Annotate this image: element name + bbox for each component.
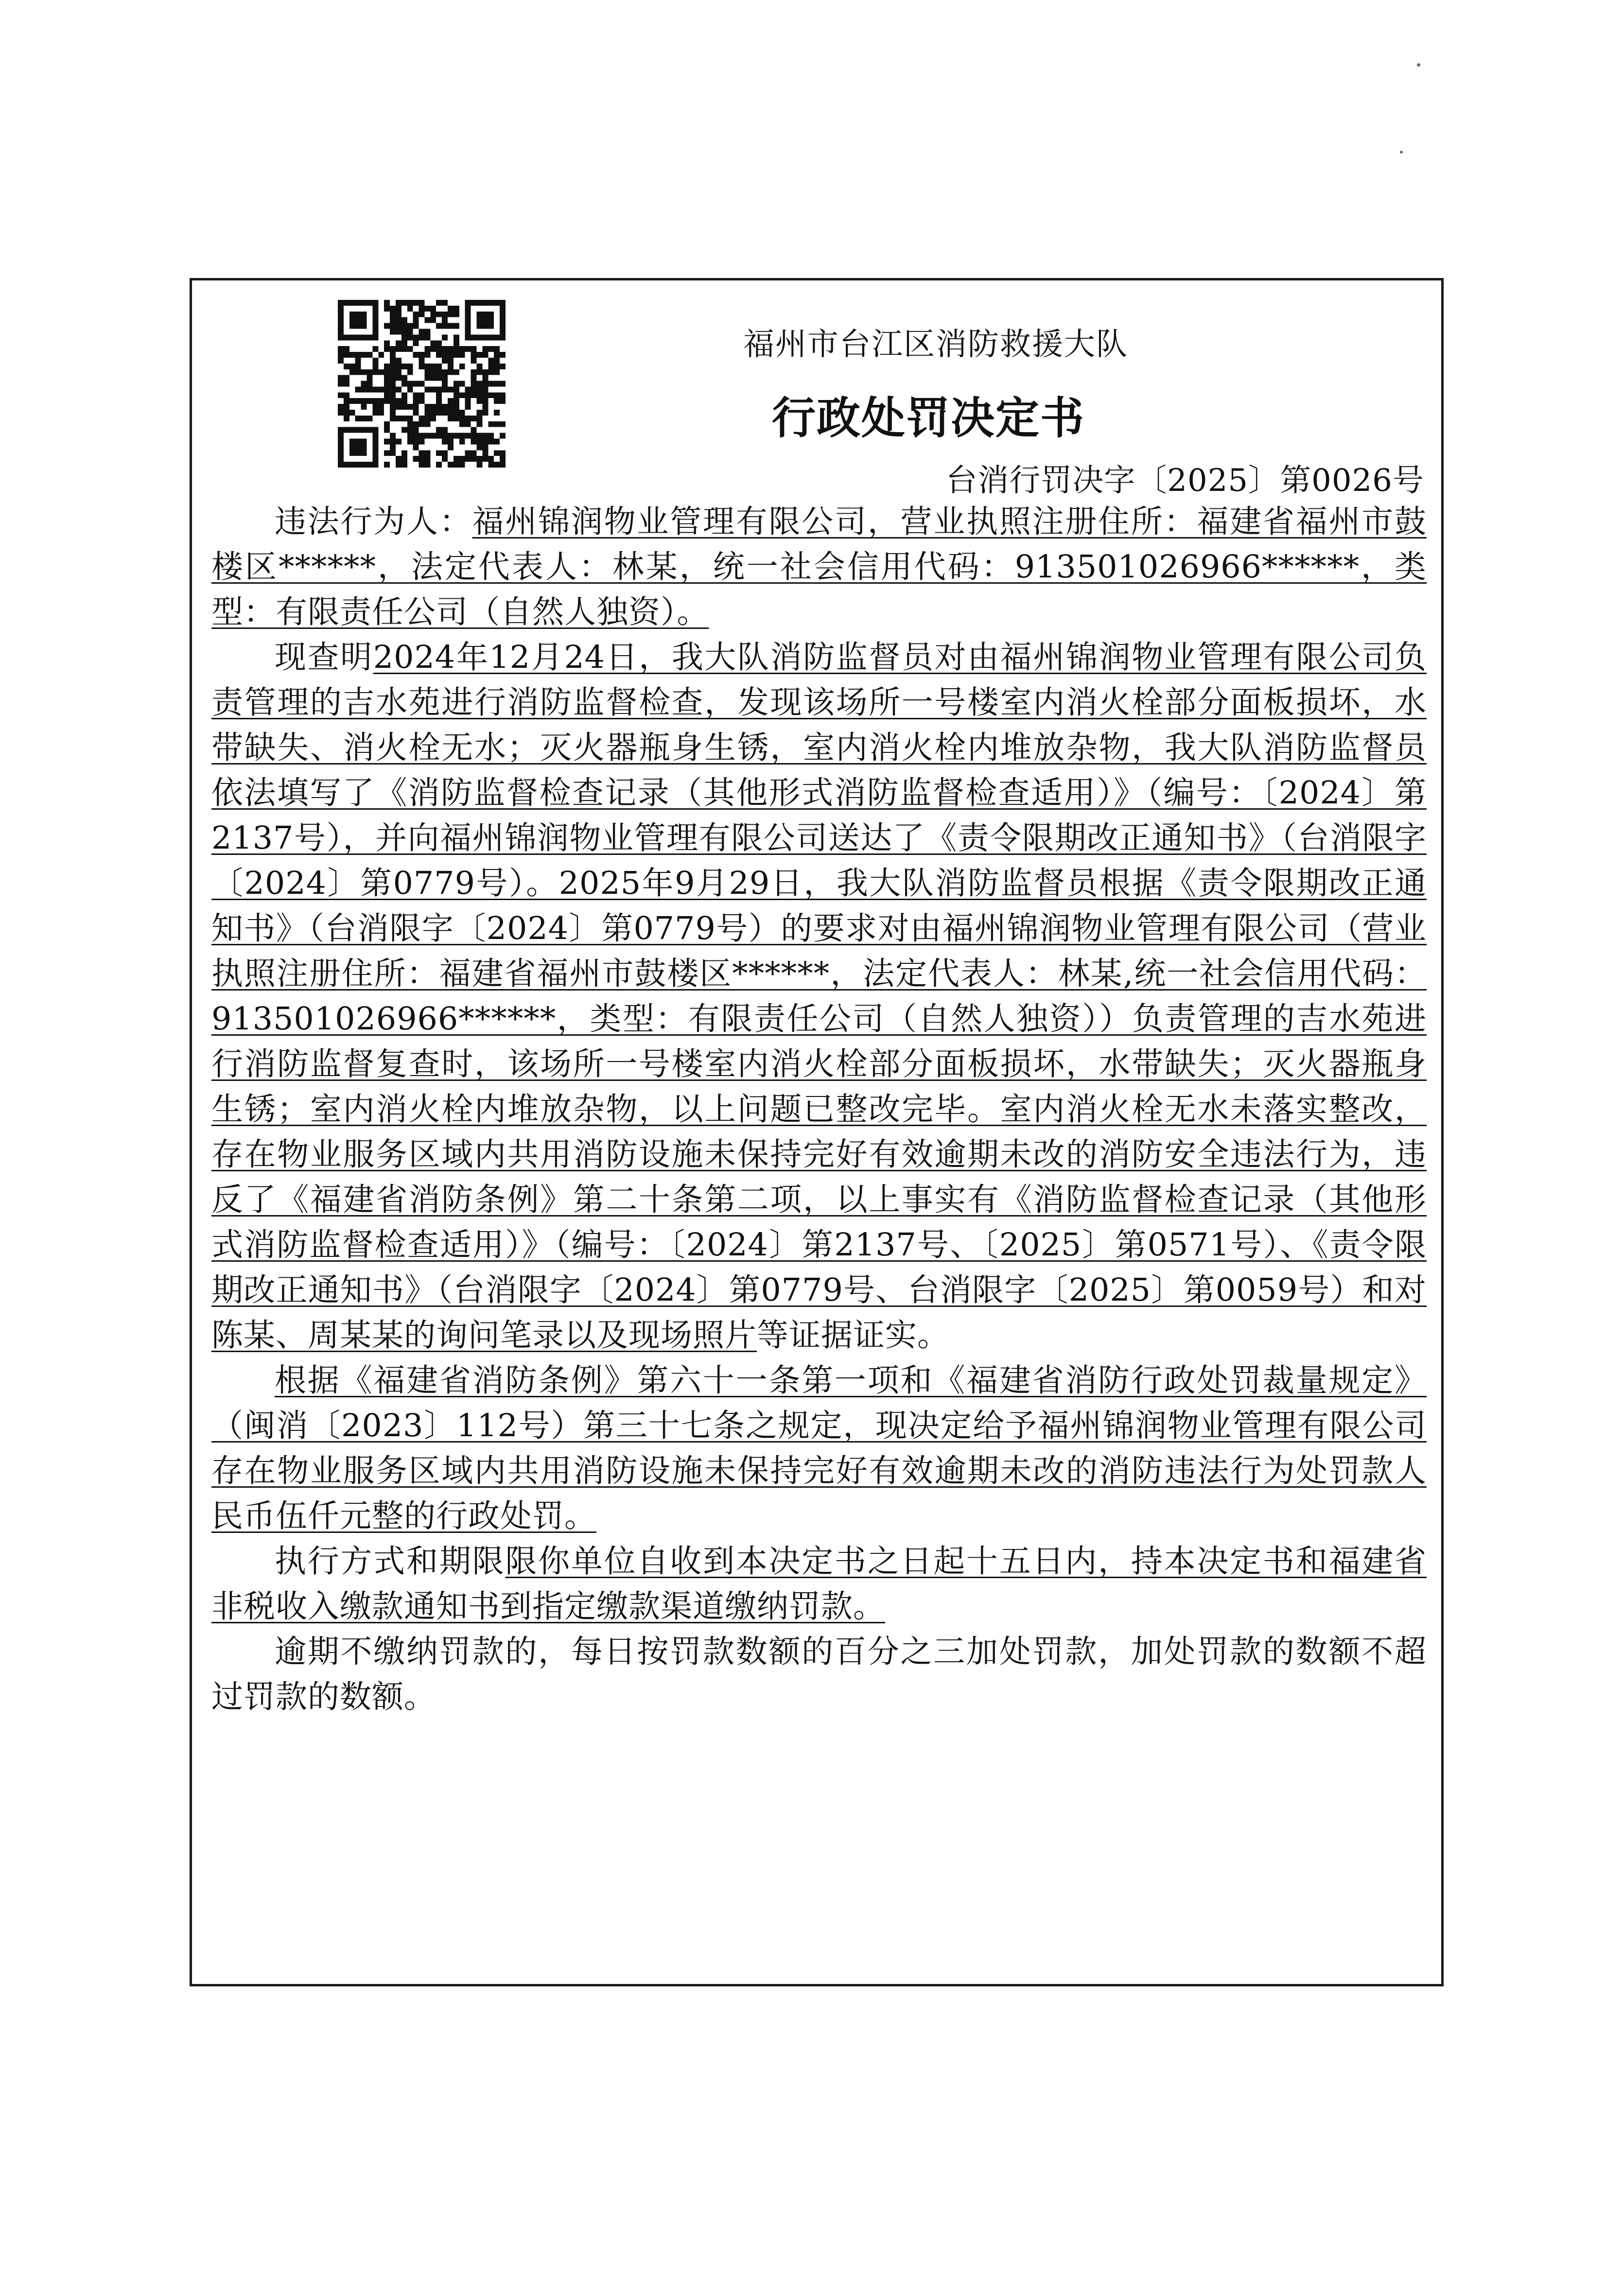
facts-label: 现查明: [275, 639, 373, 676]
document-frame: [190, 278, 1444, 1986]
scan-speck: [1400, 151, 1403, 154]
decision-details: 根据《福建省消防条例》第六十一条第一项和《福建省消防行政处罚裁量规定》（闽消〔2023〕112号）第三十七条之规定，现决定给予福州锦润物业管理有限公司存在物业服务区域内共用消防设施未保持完好有效逾期未改的消防违法行为处罚款人民币伍仟元整的行政处罚。: [211, 1362, 1427, 1534]
violator-paragraph: [211, 499, 1427, 635]
violator-details: 福州锦润物业管理有限公司，营业执照注册住所：福建省福州市鼓楼区******，法定代表人：林某，统一社会信用代码：913501026966******，类型：有限责任公司（自然人独资）。: [211, 504, 1427, 630]
execution-paragraph: [211, 1539, 1427, 1629]
facts-paragraph: [211, 635, 1427, 1358]
facts-details: 2024年12月24日，我大队消防监督员对由福州锦润物业管理有限公司负责管理的吉水苑进行消防监督检查，发现该场所一号楼室内消火栓部分面板损坏，水带缺失、消火栓无水；灭火器瓶身生锈，室内消火栓内堆放杂物，我大队消防监督员依法填写了《消防监督检查记录（其他形式消防监督检查适用）》（编号：〔2024〕第2137号），并向福州锦润物业管理有限公司送达了《责令限期改正通知书》（台消限字〔2024〕第0779号）。2025年9月29日，我大队消防监督员根据《责令限期改正通知书》（台消限字〔2024〕第0779号）的要求对由福州锦润物业管理有限公司（营业执照注册住所：福建省福州市鼓楼区******，法定代表人：林某,统一社会信用代码：913501026966******，类型：有限责任公司（自然人独资））负责管理的吉水苑进行消防监督复查时，该场所一号楼室内消火栓部分面板损坏，水带缺失；灭火器瓶身生锈；室内消火栓内堆放杂物，以上问题已整改完毕。室内消火栓无水未落实整改，存在物业服务区域内共用消防设施未保持完好有效逾期未改的消防安全违法行为，违反了《福建省消防条例》第二十条第二项，以上事实有《消防监督检查记录（其他形式消防监督检查适用）》（编号：〔2024〕第2137号、〔2025〕第0571号）、《责令限期改正通知书》（台消限字〔2024〕第0779号、台消限字〔2025〕第0059号）和对陈某、周某某的询问笔录以及现场照片: [211, 639, 1427, 1354]
late-payment-text: 逾期不缴纳罚款的，每日按罚款数额的百分之三加处罚款，加处罚款的数额不超过罚款的数额。: [211, 1634, 1427, 1715]
issuing-authority: 福州市台江区消防救援大队: [743, 327, 1128, 363]
document-body: [211, 499, 1427, 1720]
document-number: 台消行罚决字〔2025〕第0026号: [946, 463, 1424, 499]
execution-details: 限你单位自收到本决定书之日起十五日内，持本决定书和福建省非税收入缴款通知书到指定缴款渠道缴纳罚款。: [211, 1543, 1427, 1625]
late-payment-paragraph: [211, 1629, 1427, 1720]
violator-label: 违法行为人：: [275, 504, 472, 540]
document-title: 行政处罚决定书: [772, 393, 1085, 444]
execution-label: 执行方式和期限: [275, 1543, 506, 1580]
decision-paragraph: [211, 1358, 1427, 1539]
facts-tail: 等证据证实。: [757, 1317, 950, 1354]
scan-speck: [1417, 63, 1420, 67]
